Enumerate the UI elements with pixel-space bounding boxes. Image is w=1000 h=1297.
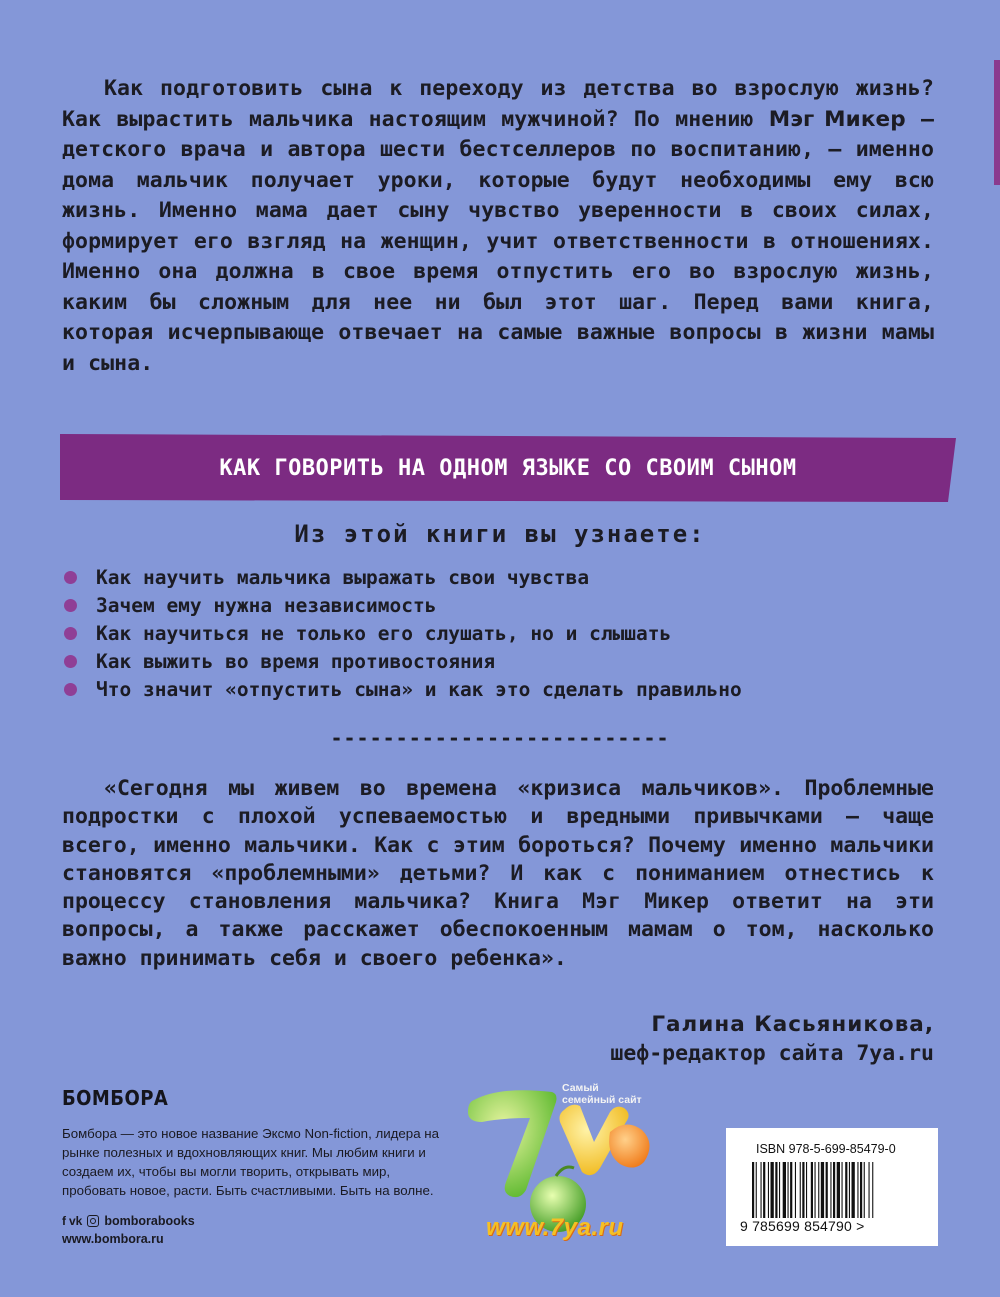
barcode-bar (833, 1162, 835, 1218)
barcode-bar (869, 1162, 870, 1218)
list-item-text: Зачем ему нужна независимость (96, 593, 437, 617)
bullet-icon (64, 627, 77, 640)
barcode-bar (821, 1162, 824, 1218)
quote-signature (610, 1010, 934, 1068)
social-links (62, 1214, 442, 1228)
intro-text-rest: — детского врача и автора шести бестселлеров по воспитанию, — именно дома мальчик получает уроки, которые будут необходимы ему всю жизнь. Именно мама дает сыну чувство уверенности в своих силах, формирует его взгляд на женщин, учит ответственности в отношениях. Именно она должна в свое время отпустить его во взрослую жизнь, каким бы сложным для нее ни был этот шаг. Перед вами книга, которая исчерпывающе отвечает на самые важные вопросы в жизни мамы и сына. (62, 106, 934, 376)
isbn-number: ISBN 978-5-699-85479-0 (756, 1142, 896, 1156)
quote-text: «Сегодня мы живем во времена «кризиса мальчиков». Проблемные подростки с плохой успеваемостью и вредными привычками — чаще всего, именно мальчики. Как с этим бороться? Почему именно мальчики становятся «проблемными» детьми? И как с пониманием отнестись к процессу становления мальчика? Книга Мэг Микер ответит на эти вопросы, а также расскажет обеспокоенным мамам о том, насколько важно принимать себя и своего ребенка». (62, 776, 934, 971)
facebook-icon: f (62, 1214, 66, 1228)
title-banner (60, 434, 956, 502)
quote-author: Галина Касьяникова, (651, 1012, 934, 1037)
barcode-bar (860, 1162, 862, 1218)
list-item (64, 675, 934, 703)
author-name: Мэг Микер (768, 106, 906, 132)
barcode-bar (811, 1162, 813, 1218)
isbn-barcode (726, 1128, 938, 1246)
bullet-icon (64, 655, 77, 668)
barcode-bar (845, 1162, 847, 1218)
barcode-bar (857, 1162, 858, 1218)
intro-text-start: Как подготовить сына к переходу из детства во взрослую жизнь? Как вырастить мальчика настоящим мужчиной? По мнению (62, 76, 934, 132)
barcode-bar (852, 1162, 855, 1218)
tagline-line: семейный сайт (562, 1094, 642, 1106)
bullet-icon (64, 571, 77, 584)
barcode-bar (849, 1162, 850, 1218)
barcode-bar (756, 1162, 757, 1218)
learn-heading: Из этой книги вы узнаете: (294, 520, 706, 548)
barcode-bar (775, 1162, 777, 1218)
barcode-bar (763, 1162, 765, 1218)
learn-list (64, 563, 934, 703)
barcode-bar (790, 1162, 792, 1218)
barcode-bar (830, 1162, 831, 1218)
barcode-bar (783, 1162, 786, 1218)
barcode-bar (800, 1162, 801, 1218)
barcode-bar (761, 1162, 762, 1218)
intro-paragraph (62, 74, 934, 379)
barcode-bar (806, 1162, 807, 1218)
list-item (64, 563, 934, 591)
list-item-text: Как научить мальчика выражать свои чувства (96, 565, 590, 589)
list-item-text: Что значит «отпустить сына» и как это сделать правильно (96, 677, 742, 701)
publisher-block (62, 1086, 442, 1246)
list-item (64, 619, 934, 647)
barcode-bar (837, 1162, 840, 1218)
list-item (64, 647, 934, 675)
barcode-digits: 9 785699 854790 > (740, 1218, 865, 1234)
barcode-bars (752, 1162, 920, 1218)
barcode-bar (752, 1162, 754, 1218)
list-item-text: Как научиться не только его слушать, но и слышать (96, 621, 672, 645)
bullet-icon (64, 599, 77, 612)
review-quote (62, 775, 934, 973)
vk-icon: vk (69, 1214, 83, 1228)
publisher-description: Бомбора — это новое название Эксмо Non-fiction, лидера на рынке полезных и вдохновляющих книг. Мы любим книги и создаем их, чтобы вы могли творить, открывать мир, пробовать новое, расти. Быть счастливыми. Быть на волне. (62, 1126, 440, 1198)
barcode-bar (826, 1162, 828, 1218)
quote-author-role: шеф-редактор сайта 7ya.ru (610, 1041, 934, 1066)
bullet-icon (64, 683, 77, 696)
barcode-bar (771, 1162, 774, 1218)
barcode-bar (795, 1162, 796, 1218)
instagram-icon (87, 1215, 99, 1227)
barcode-bar (842, 1162, 843, 1218)
dashed-divider: -------------------------- (330, 726, 670, 750)
7ya-url: www.7ya.ru (486, 1214, 624, 1241)
side-accent-strip (994, 60, 1000, 185)
7ya-tagline (562, 1082, 642, 1106)
barcode-bar (864, 1162, 865, 1218)
banner-text: КАК ГОВОРИТЬ НА ОДНОМ ЯЗЫКЕ СО СВОИМ СЫНОМ (219, 455, 797, 481)
publisher-website: www.bombora.ru (62, 1232, 164, 1246)
social-handle: bomborabooks (104, 1214, 195, 1228)
barcode-bar (788, 1162, 789, 1218)
barcode-bar (818, 1162, 819, 1218)
tagline-line: Самый (562, 1082, 599, 1094)
barcode-bar (768, 1162, 769, 1218)
list-item-text: Как выжить во время противостояния (96, 649, 496, 673)
barcode-bar (872, 1162, 873, 1218)
barcode-bar (802, 1162, 804, 1218)
list-item (64, 591, 934, 619)
publisher-logo: БОМБОРА (62, 1086, 169, 1110)
barcode-bar (815, 1162, 816, 1218)
barcode-bar (779, 1162, 780, 1218)
